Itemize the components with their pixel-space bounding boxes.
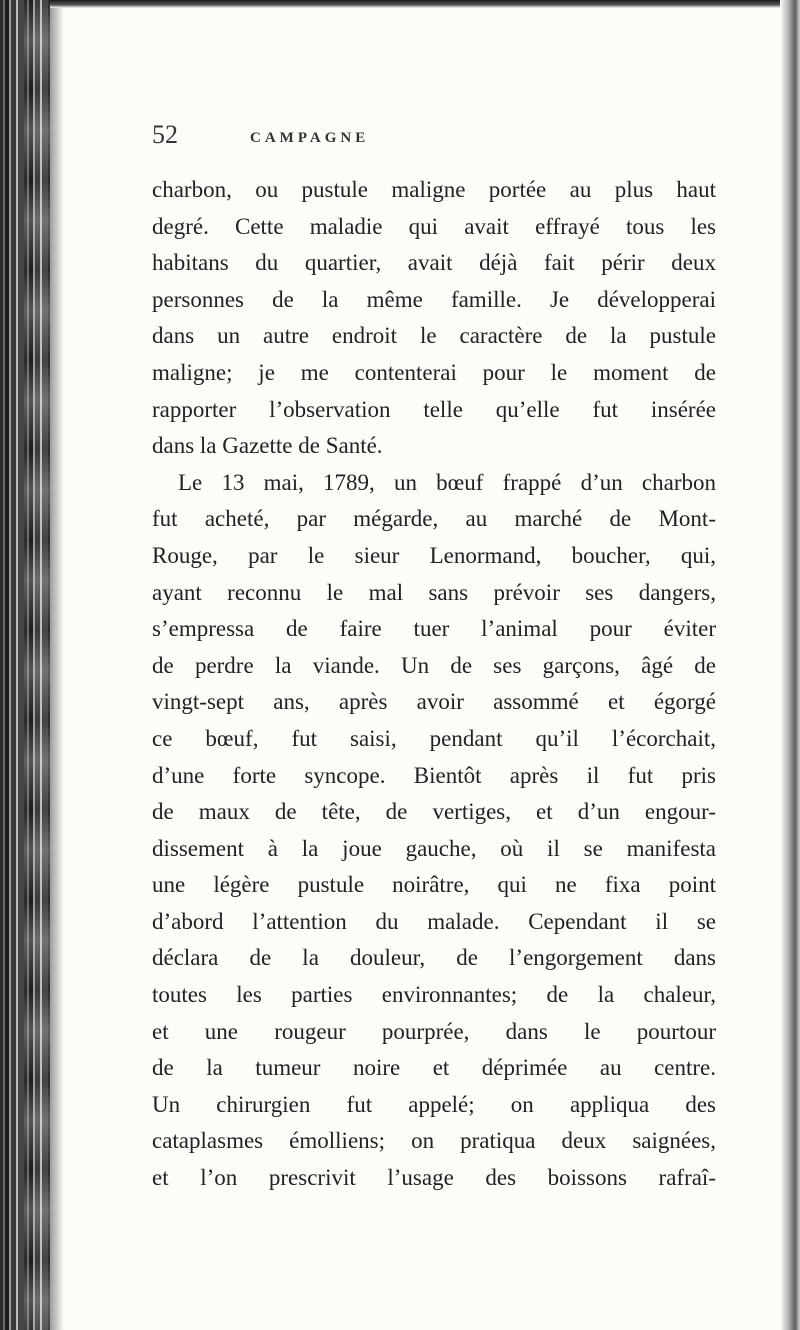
text-line: cataplasmes émolliens; on pratiqua deux saignées, — [152, 1128, 716, 1154]
text-line: habitans du quartier, avait déjà fait périr deux — [152, 250, 716, 276]
page-header — [152, 120, 712, 160]
text-line: déclara de la douleur, de l’engorgement dans — [152, 945, 716, 971]
text-line: d’une forte syncope. Bientôt après il fut pris — [152, 762, 716, 788]
text-line: maligne; je me contenterai pour le moment de — [152, 359, 716, 385]
text-line: vingt-sept ans, après avoir assommé et égorgé — [152, 689, 716, 715]
text-line: ayant reconnu le mal sans prévoir ses dangers, — [152, 579, 716, 605]
text-line: de perdre la viande. Un de ses garçons, âgé de — [152, 652, 716, 678]
text-line: charbon, ou pustule maligne portée au plus haut — [152, 177, 716, 202]
text-line: dissement à la joue gauche, où il se manifesta — [152, 835, 716, 861]
running-head: CAMPAGNE — [250, 130, 370, 146]
text-line: s’empressa de faire tuer l’animal pour éviter — [152, 616, 716, 642]
text-line: degré. Cette maladie qui avait effrayé tous les — [152, 213, 716, 239]
text-line: et l’on prescrivit l’usage des boissons rafraî- — [152, 1165, 716, 1191]
text-line: toutes les parties environnantes; de la chaleur, — [152, 982, 716, 1008]
body-text — [152, 172, 716, 1197]
book-binding-edge-left — [0, 0, 50, 1330]
text-line: Un chirurgien fut appelé; on appliqua des — [152, 1091, 716, 1117]
text-line: de maux de tête, de vertiges, et d’un engour- — [152, 799, 716, 825]
text-line: Rouge, par le sieur Lenormand, boucher, qui, — [152, 542, 716, 568]
text-line: dans un autre endroit le caractère de la pustule — [152, 323, 716, 349]
text-line: fut acheté, par mégarde, au marché de Mont- — [152, 506, 716, 532]
text-line: rapporter l’observation telle qu’elle fut insérée — [152, 396, 716, 422]
text-line: de la tumeur noire et déprimée au centre. — [152, 1055, 716, 1081]
text-line: personnes de la même famille. Je développerai — [152, 286, 716, 312]
gutter-shadow — [50, 0, 64, 1330]
text-line: une légère pustule noirâtre, qui ne fixa point — [152, 872, 716, 898]
text-line: ce bœuf, fut saisi, pendant qu’il l’écorchait, — [152, 725, 716, 751]
page-number: 52 — [152, 120, 178, 149]
page-edge-right — [780, 0, 800, 1330]
text-line: Le 13 mai, 1789, un bœuf frappé d’un charbon — [178, 469, 716, 495]
page-top-edge — [50, 0, 800, 8]
text-line: dans la Gazette de Santé. — [152, 433, 383, 459]
text-line: d’abord l’attention du malade. Cependant il se — [152, 908, 716, 934]
text-line: et une rougeur pourprée, dans le pourtour — [152, 1018, 716, 1044]
